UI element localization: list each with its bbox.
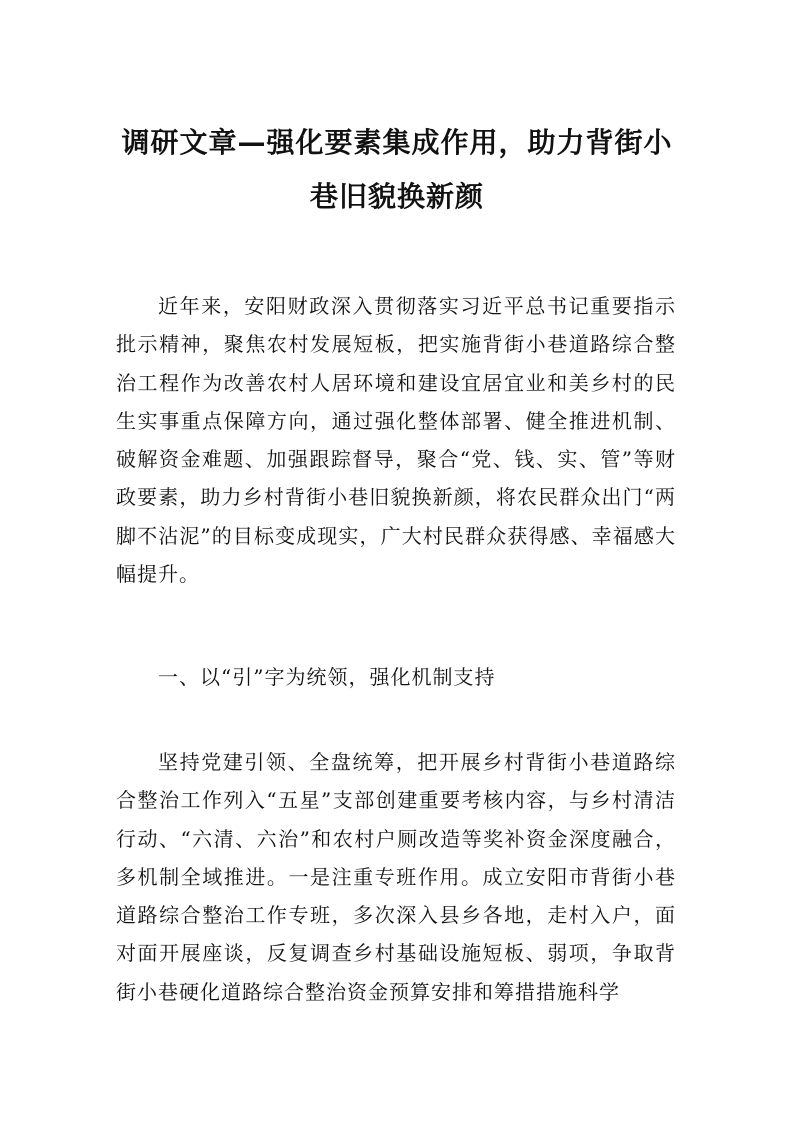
section-paragraph: 坚持党建引领、全盘统筹，把开展乡村背街小巷道路综合整治工作列入“五星”支部创建重要考核内容，与乡村清洁行动、“六清、六治”和农村户厕改造等奖补资金深度融合，多机制全域推进。一是注重专班作用。成立安阳市背街小巷道路综合整治工作专班，多次深入县乡各地，走村入户，面对面开展座谈，反复调查乡村基础设施短板、弱项，争取背街小巷硬化道路综合整治资金预算安排和筹措措施科学 (116, 750, 676, 1004)
document-title: 调研文章—强化要素集成作用，助力背街小巷旧貌换新颜 (121, 126, 673, 213)
intro-paragraph: 近年来，安阳财政深入贯彻落实习近平总书记重要指示批示精神，聚焦农村发展短板，把实施背街小巷道路综合整治工程作为改善农村人居环境和建设宜居宜业和美乡村的民生实事重点保障方向，通过强化整体部署、健全推进机制、破解资金难题、加强跟踪督导，聚合“党、钱、实、管”等财政要素，助力乡村背街小巷旧貌换新颜，将农民群众出门“两脚不沾泥”的目标变成现实，广大村民群众获得感、幸福感大幅提升。 (116, 294, 676, 587)
section-heading: 一、以“引”字为统领，强化机制支持 (158, 665, 496, 689)
